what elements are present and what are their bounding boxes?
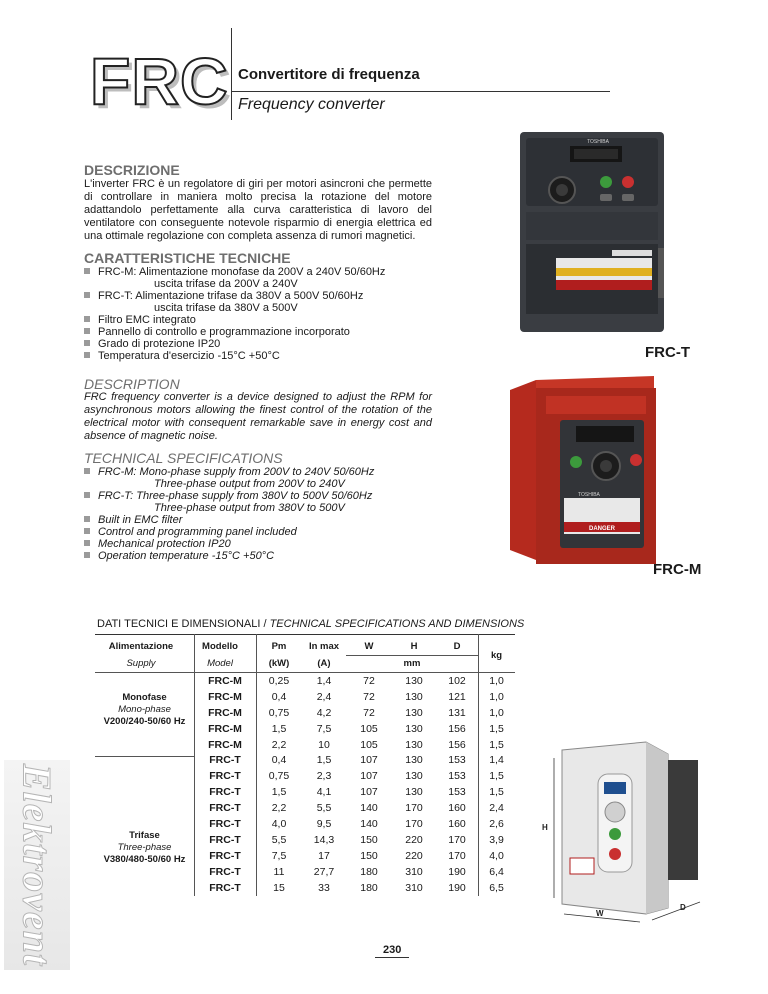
table-cell: 27,7 — [313, 865, 335, 878]
technical-item-subtext: Three-phase output from 380V to 500V — [154, 502, 345, 514]
table-cell: 72 — [363, 675, 375, 687]
group-monofase — [95, 692, 194, 728]
technical-item-text: Built in EMC filter — [98, 514, 183, 526]
technical-item-text: FRC-M: Mono-phase supply from 200V to 240V 50/60Hz — [98, 466, 375, 478]
table-row — [194, 865, 515, 881]
frc-t-device-image — [512, 128, 672, 338]
header-bottom-rule — [95, 672, 515, 673]
caratteristiche-item-text: Temperatura d'esercizio -15°C +50°C — [98, 350, 280, 362]
table-cell: 160 — [448, 818, 466, 831]
table-cell: 0,75 — [268, 770, 290, 783]
table-cell: 130 — [405, 738, 423, 751]
table-cell: 156 — [448, 722, 466, 735]
table-cell: 2,6 — [489, 818, 504, 831]
frc-m-danger-label: DANGER — [588, 526, 616, 532]
cell-model: FRC-T — [209, 802, 241, 815]
table-cell: 72 — [363, 706, 375, 719]
table-cell: 1,4 — [316, 675, 332, 687]
table-cell: 4,1 — [316, 786, 332, 799]
table-title-italian: DATI TECNICI E DIMENSIONALI / — [97, 618, 270, 630]
cell-model: FRC-M — [208, 706, 242, 719]
table-cell: 17 — [318, 849, 330, 862]
table-cell: 130 — [405, 770, 423, 783]
frc-m-device-brand: TOSHIBA — [578, 492, 600, 498]
table-cell: 105 — [360, 738, 378, 751]
table-cell: 0,4 — [271, 754, 287, 767]
table-cell: 156 — [448, 738, 466, 751]
cell-model: FRC-T — [209, 881, 241, 894]
table-cell: 5,5 — [271, 833, 287, 846]
table-row — [194, 738, 515, 754]
table-cell: 131 — [448, 706, 466, 719]
table-cell: 6,5 — [489, 881, 504, 894]
table-cell: 160 — [448, 802, 466, 815]
table-title — [97, 618, 524, 630]
header-inmax-unit: (A) — [317, 658, 331, 669]
title-english: Frequency converter — [238, 96, 385, 113]
bullet-icon — [84, 268, 90, 274]
table-cell: 9,5 — [316, 818, 332, 831]
table-cell: 170 — [448, 833, 466, 846]
table-cell: 1,5 — [489, 722, 504, 735]
table-cell: 121 — [448, 690, 466, 703]
table-cell: 14,3 — [313, 833, 335, 846]
table-row — [194, 722, 515, 738]
table-cell: 72 — [363, 690, 375, 703]
caratteristiche-item-text: FRC-T: Alimentazione trifase da 380V a 500V 50/60Hz — [98, 290, 364, 302]
caratteristiche-item-text: Grado di protezione IP20 — [98, 338, 221, 350]
table-cell: 0,75 — [268, 706, 290, 719]
frc-t-device-brand: TOSHIBA — [587, 139, 609, 145]
table-cell: 7,5 — [316, 722, 332, 735]
technical-heading: TECHNICAL SPECIFICATIONS — [84, 450, 283, 466]
table-cell: 4,0 — [271, 818, 287, 831]
bullet-icon — [84, 328, 90, 334]
header-d: D — [453, 641, 461, 652]
cell-model: FRC-T — [209, 754, 241, 767]
header-inmax-label: In max — [308, 641, 340, 652]
cell-model: FRC-T — [209, 833, 241, 846]
table-cell: 153 — [448, 754, 466, 767]
header-kg: kg — [490, 650, 503, 661]
caratteristiche-item — [84, 266, 464, 290]
table-cell: 190 — [448, 881, 466, 894]
table-cell: 10 — [318, 738, 330, 751]
frc-t-label: FRC-T — [645, 344, 690, 361]
caratteristiche-item-text: Filtro EMC integrato — [98, 314, 196, 326]
table-cell: 107 — [360, 786, 378, 799]
table-cell: 105 — [360, 722, 378, 735]
header-supply-en: Supply — [126, 658, 156, 669]
caratteristiche-item-subtext: uscita trifase da 200V a 240V — [154, 278, 298, 290]
table-cell: 107 — [360, 754, 378, 767]
cell-model: FRC-T — [209, 818, 241, 831]
header-pm-label: Pm — [271, 641, 287, 652]
technical-item — [84, 466, 464, 490]
table-row — [194, 674, 515, 690]
table-row — [194, 817, 515, 833]
cell-model: FRC-T — [209, 865, 241, 878]
bullet-icon — [84, 340, 90, 346]
table-cell: 1,0 — [489, 706, 504, 719]
technical-item — [84, 490, 464, 514]
description-text: FRC frequency converter is a device designed to adjust the RPM for asynchronous motors allowing the finest control of the rotation of the electrical motor with consequent remarkable save in energy cost and absence of magnetic noise. — [84, 391, 432, 442]
table-cell: 310 — [405, 881, 423, 894]
header-modello — [194, 641, 246, 670]
table-body — [194, 674, 515, 896]
table-cell: 15 — [273, 881, 285, 894]
table-row — [194, 706, 515, 722]
table-cell: 170 — [448, 849, 466, 862]
caratteristiche-item-text: FRC-M: Alimentazione monofase da 200V a 240V 50/60Hz — [98, 266, 386, 278]
header-pm — [256, 641, 302, 670]
table-cell: 140 — [360, 818, 378, 831]
bullet-icon — [84, 516, 90, 522]
table-cell: 2,4 — [316, 690, 332, 703]
cell-model: FRC-T — [209, 849, 241, 862]
table-cell: 1,5 — [489, 738, 504, 751]
header-alimentazione-it: Alimentazione — [108, 641, 174, 652]
table-cell: 5,5 — [316, 802, 332, 815]
table-cell: 1,5 — [489, 786, 504, 799]
cell-model: FRC-T — [209, 786, 241, 799]
table-cell: 0,4 — [271, 690, 287, 703]
table-cell: 2,4 — [489, 802, 504, 815]
table-cell: 130 — [405, 722, 423, 735]
caratteristiche-item-text: Pannello di controllo e programmazione incorporato — [98, 326, 350, 338]
table-row — [194, 769, 515, 785]
table-cell: 130 — [405, 690, 423, 703]
caratteristiche-item — [84, 326, 464, 338]
technical-item-text: Control and programming panel included — [98, 526, 297, 538]
table-cell: 1,0 — [489, 675, 504, 687]
table-cell: 140 — [360, 802, 378, 815]
table-cell: 150 — [360, 849, 378, 862]
table-row — [194, 801, 515, 817]
header-w: W — [364, 641, 374, 652]
header-h: H — [410, 641, 418, 652]
header-mm-rule — [346, 655, 478, 656]
table-row — [194, 881, 515, 897]
cell-model: FRC-T — [209, 770, 241, 783]
descrizione-heading: DESCRIZIONE — [84, 162, 180, 178]
group-monofase-spec: V200/240-50/60 Hz — [103, 716, 186, 727]
group-monofase-name: Monofase — [122, 692, 167, 703]
table-cell: 2,3 — [316, 770, 332, 783]
caratteristiche-item — [84, 314, 464, 326]
table-cell: 310 — [405, 865, 423, 878]
technical-item-subtext: Three-phase output from 200V to 240V — [154, 478, 345, 490]
bullet-icon — [84, 540, 90, 546]
bullet-icon — [84, 316, 90, 322]
bullet-icon — [84, 292, 90, 298]
header-modello-it: Modello — [202, 641, 238, 652]
table-cell: 130 — [405, 754, 423, 767]
bullet-icon — [84, 468, 90, 474]
table-cell: 170 — [405, 802, 423, 815]
group-trifase — [95, 830, 194, 866]
table-cell: 180 — [360, 865, 378, 878]
elektrovent-brand: Elektrovent — [14, 763, 60, 967]
table-cell: 1,4 — [489, 754, 504, 767]
table-row — [194, 753, 515, 769]
table-cell: 153 — [448, 786, 466, 799]
technical-item-text: Mechanical protection IP20 — [98, 538, 231, 550]
table-cell: 0,25 — [268, 675, 290, 687]
dimension-w-label: W — [596, 909, 604, 918]
caratteristiche-item — [84, 338, 464, 350]
table-cell: 220 — [405, 849, 423, 862]
cell-model: FRC-M — [208, 690, 242, 703]
caratteristiche-item — [84, 290, 464, 314]
bullet-icon — [84, 552, 90, 558]
table-cell: 4,0 — [489, 849, 504, 862]
table-cell: 2,2 — [271, 802, 287, 815]
bullet-icon — [84, 528, 90, 534]
header-inmax — [302, 641, 346, 670]
table-top-rule — [95, 634, 515, 635]
table-cell: 7,5 — [271, 849, 287, 862]
table-cell: 1,5 — [316, 754, 332, 767]
table-cell: 130 — [405, 675, 423, 687]
table-cell: 180 — [360, 881, 378, 894]
group-trifase-name-en: Three-phase — [117, 842, 172, 853]
description-heading: DESCRIPTION — [84, 376, 180, 392]
table-row — [194, 849, 515, 865]
technical-item-text: Operation temperature -15°C +50°C — [98, 550, 275, 562]
header-pm-unit: (kW) — [268, 658, 290, 669]
table-cell: 107 — [360, 770, 378, 783]
technical-item — [84, 526, 464, 538]
table-row — [194, 785, 515, 801]
header-vertical-rule — [231, 28, 232, 120]
table-cell: 220 — [405, 833, 423, 846]
table-cell: 4,2 — [316, 706, 332, 719]
dimension-d-label: D — [680, 903, 686, 912]
table-cell: 1,5 — [489, 770, 504, 783]
header-model-en: Model — [207, 658, 233, 669]
frc-logo: FRC — [90, 44, 229, 118]
table-cell: 3,9 — [489, 833, 504, 846]
caratteristiche-item-subtext: uscita trifase da 380V a 500V — [154, 302, 298, 314]
caratteristiche-item — [84, 350, 464, 362]
technical-item — [84, 550, 464, 562]
header-alimentazione — [95, 641, 187, 670]
cell-model: FRC-M — [208, 675, 242, 687]
elektrovent-brand-band — [4, 760, 70, 970]
bullet-icon — [84, 352, 90, 358]
caratteristiche-list — [84, 266, 464, 362]
table-cell: 190 — [448, 865, 466, 878]
table-cell: 130 — [405, 786, 423, 799]
table-cell: 33 — [318, 881, 330, 894]
group-monofase-name-en: Mono-phase — [118, 704, 171, 715]
dimension-drawing — [540, 738, 720, 924]
table-title-english: TECHNICAL SPECIFICATIONS AND DIMENSIONS — [269, 618, 525, 630]
table-cell: 1,5 — [271, 786, 287, 799]
table-cell: 1,0 — [489, 690, 504, 703]
table-cell: 11 — [273, 865, 285, 878]
frc-m-label: FRC-M — [653, 561, 702, 578]
technical-item-text: FRC-T: Three-phase supply from 380V to 500V 50/60Hz — [98, 490, 373, 502]
frc-m-device-image — [506, 372, 664, 568]
technical-list — [84, 466, 464, 562]
table-row — [194, 833, 515, 849]
technical-item — [84, 538, 464, 550]
header-horizontal-rule — [231, 91, 610, 92]
cell-model: FRC-M — [208, 722, 242, 735]
group-sep-rule — [95, 756, 194, 757]
header-mm: mm — [403, 658, 421, 669]
table-cell: 170 — [405, 818, 423, 831]
table-row — [194, 690, 515, 706]
caratteristiche-heading: CARATTERISTICHE TECNICHE — [84, 250, 291, 266]
table-cell: 102 — [448, 675, 466, 687]
table-cell: 150 — [360, 833, 378, 846]
table-cell: 2,2 — [271, 738, 287, 751]
table-cell: 153 — [448, 770, 466, 783]
bullet-icon — [84, 492, 90, 498]
descrizione-text: L'inverter FRC è un regolatore di giri per motori asincroni che permette di controllare in maniera molto precisa la rotazione del motore adattandolo perfettamente alla curva caratteristica di lavoro del ventilatore con conseguente notevole risparmio di energia elettrica ed una ottimale regolazione con completa assenza di rumori magnetici. — [84, 178, 432, 242]
table-cell: 1,5 — [271, 722, 287, 735]
technical-item — [84, 514, 464, 526]
table-cell: 6,4 — [489, 865, 504, 878]
page-number: 230 — [375, 944, 409, 958]
table-cell: 130 — [405, 706, 423, 719]
dimension-h-label: H — [542, 823, 548, 832]
group-trifase-spec: V380/480-50/60 Hz — [103, 854, 186, 865]
cell-model: FRC-M — [208, 738, 242, 751]
group-trifase-name: Trifase — [129, 830, 160, 841]
title-italian: Convertitore di frequenza — [238, 66, 420, 83]
